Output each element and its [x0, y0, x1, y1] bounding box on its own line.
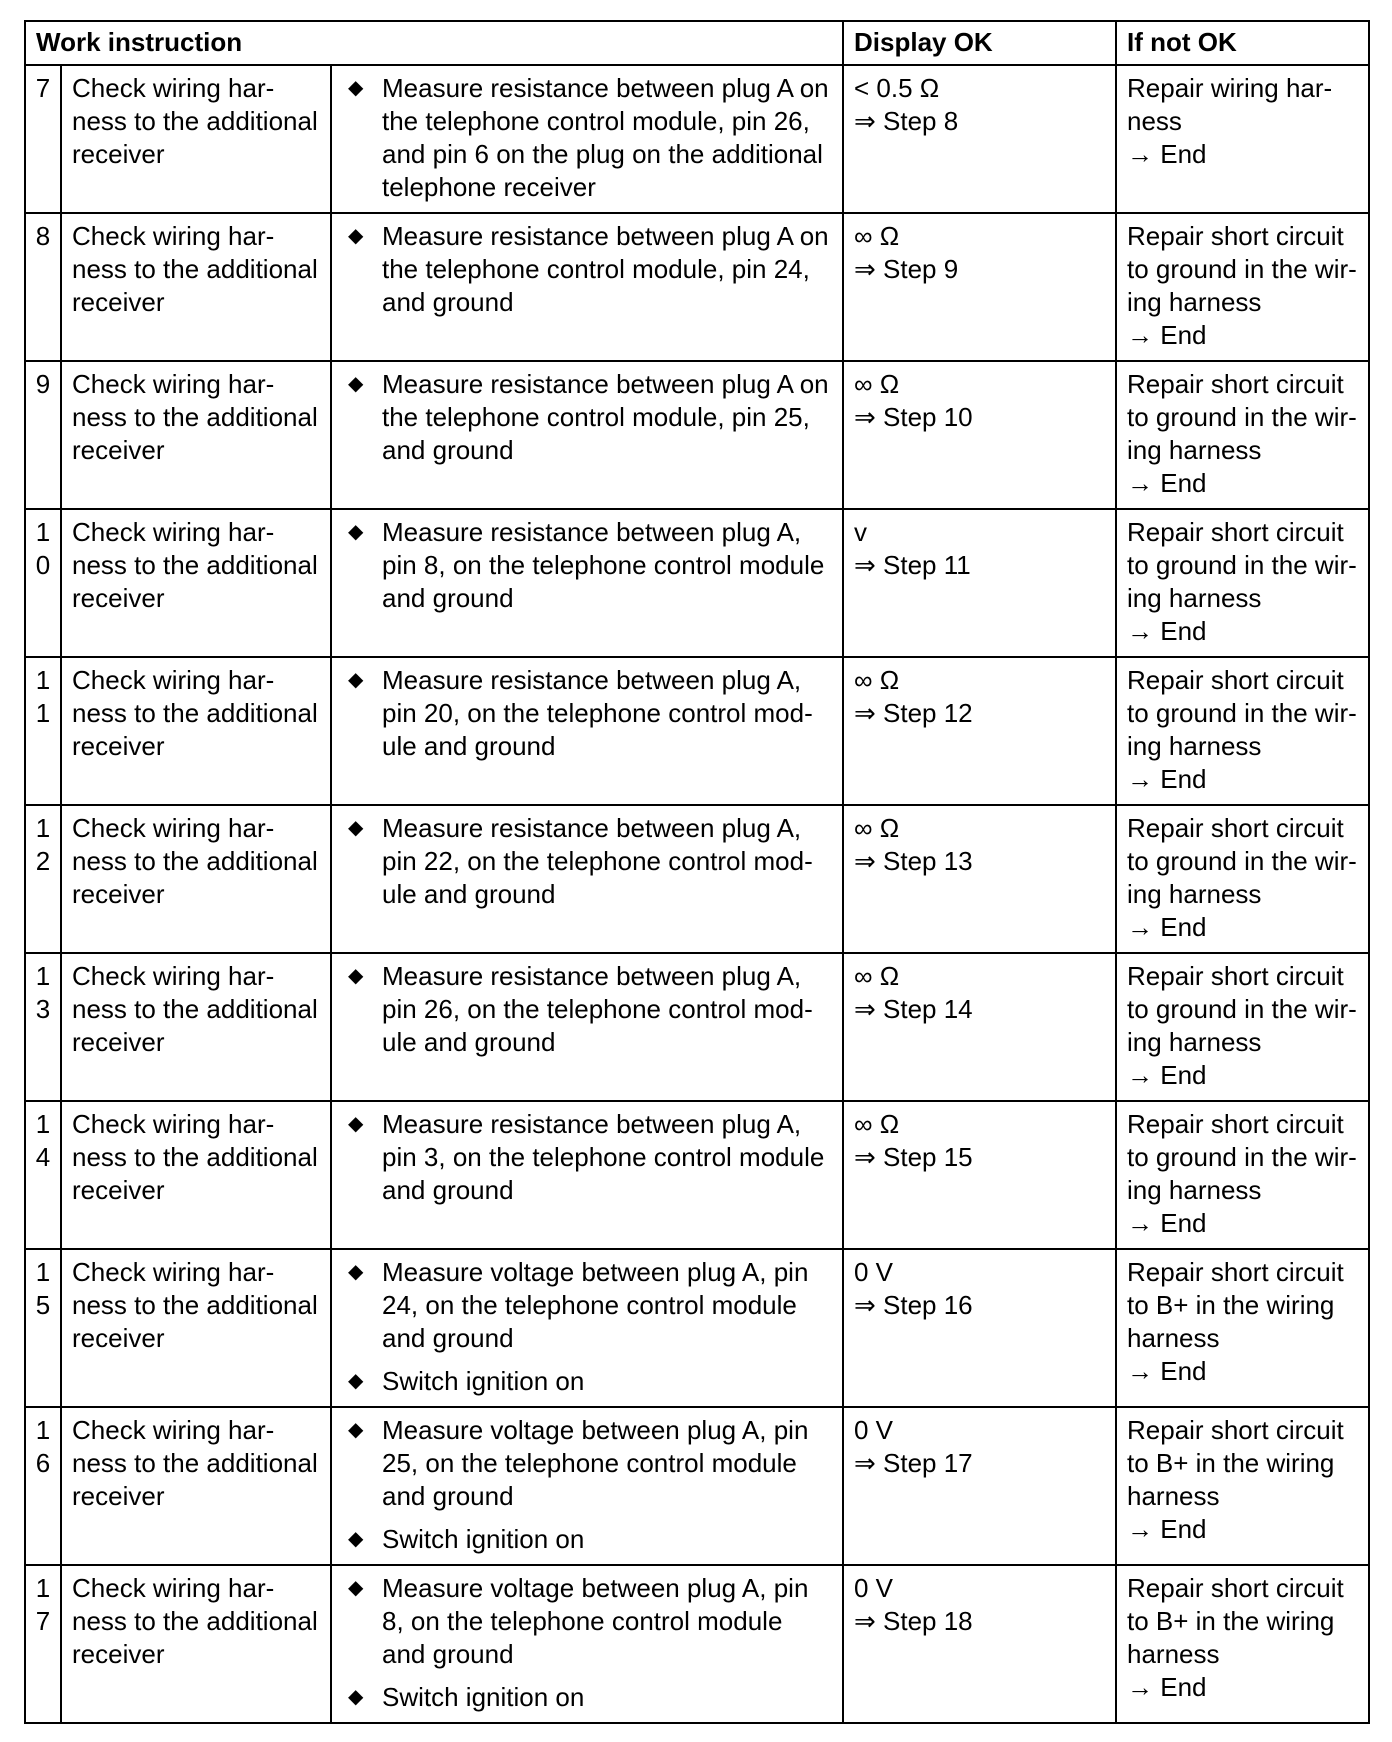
end-marker: → End	[1127, 139, 1207, 169]
instruction-text: Measure voltage between plug A, pin 25, on the telephone control module and ground	[382, 1415, 809, 1511]
next-step-link: ⇒ Step 15	[854, 1142, 973, 1172]
step-number-digit: 1	[35, 1109, 51, 1139]
diamond-bullet-icon: ◆	[348, 1419, 364, 1441]
expected-value: 0 V	[854, 1257, 894, 1287]
instruction-cell	[331, 1565, 843, 1723]
display-ok-cell	[843, 953, 1116, 1101]
instruction-text: Measure resistance between plug A on the telephone control module, pin 26, and pin 6 on the plug on the additional telephone receiver	[382, 73, 829, 202]
expected-value: 0 V	[854, 1415, 894, 1445]
instruction-text: Measure resistance between plug A, pin 3, on the telephone control module and ground	[382, 1109, 825, 1205]
end-marker: → End	[1127, 468, 1207, 498]
display-ok-cell	[843, 509, 1116, 657]
check-description: Check wiring har-ness to the additional receiver	[61, 1565, 331, 1723]
next-step-link: ⇒ Step 17	[854, 1448, 973, 1478]
step-number-digit: 8	[35, 221, 51, 251]
step-number	[25, 509, 61, 657]
check-description: Check wiring har-ness to the additional receiver	[61, 361, 331, 509]
expected-value: ∞ Ω	[854, 961, 900, 991]
diamond-bullet-icon: ◆	[348, 1261, 364, 1283]
check-description: Check wiring har-ness to the additional receiver	[61, 213, 331, 361]
instruction-text: Measure voltage between plug A, pin 24, on the telephone control module and ground	[382, 1257, 809, 1353]
table-row	[25, 953, 1369, 1101]
step-number-digit: 1	[35, 813, 51, 843]
next-step-link: ⇒ Step 12	[854, 698, 973, 728]
step-number-digit: 1	[35, 698, 51, 728]
step-number-digit: 4	[35, 1142, 51, 1172]
table-row	[25, 213, 1369, 361]
table-row	[25, 65, 1369, 213]
instruction-item	[342, 1572, 832, 1671]
if-not-ok-cell	[1116, 1101, 1369, 1249]
check-description: Check wiring har-ness to the additional receiver	[61, 1407, 331, 1565]
instruction-list	[342, 664, 832, 763]
expected-value: ∞ Ω	[854, 1109, 900, 1139]
if-not-ok-cell	[1116, 361, 1369, 509]
next-step-link: ⇒ Step 16	[854, 1290, 973, 1320]
end-marker: → End	[1127, 1208, 1207, 1238]
instruction-list	[342, 368, 832, 467]
instruction-item	[342, 664, 832, 763]
if-not-ok-cell	[1116, 65, 1369, 213]
check-description: Check wiring har-ness to the additional receiver	[61, 509, 331, 657]
next-step-link: ⇒ Step 11	[854, 550, 971, 580]
expected-value: ∞ Ω	[854, 665, 900, 695]
instruction-text: Measure resistance between plug A, pin 8, on the telephone control module and ground	[382, 517, 825, 613]
if-not-ok-cell	[1116, 1565, 1369, 1723]
instruction-item	[342, 1414, 832, 1513]
step-number	[25, 213, 61, 361]
instruction-cell	[331, 509, 843, 657]
display-ok-cell	[843, 657, 1116, 805]
step-number-digit: 6	[35, 1448, 51, 1478]
instruction-text: Measure resistance between plug A, pin 26, on the telephone control mod-ule and ground	[382, 961, 813, 1057]
instruction-cell	[331, 953, 843, 1101]
repair-action: Repair short circuit to B+ in the wiring harness	[1127, 1415, 1344, 1511]
table-row	[25, 805, 1369, 953]
end-marker: → End	[1127, 1672, 1207, 1702]
header-if-not-ok: If not OK	[1116, 21, 1369, 65]
table-row	[25, 1249, 1369, 1407]
end-marker: → End	[1127, 912, 1207, 942]
instruction-text: Switch ignition on	[382, 1682, 585, 1712]
instruction-list	[342, 1572, 832, 1714]
step-number	[25, 1101, 61, 1249]
step-number-digit: 1	[35, 665, 51, 695]
repair-action: Repair short circuit to ground in the wir-ing harness	[1127, 221, 1357, 317]
instruction-list	[342, 1108, 832, 1207]
step-number-digit: 7	[35, 1606, 51, 1636]
next-step-link: ⇒ Step 14	[854, 994, 973, 1024]
instruction-item	[342, 1365, 832, 1398]
diamond-bullet-icon: ◆	[348, 1528, 364, 1550]
expected-value: ∞ Ω	[854, 369, 900, 399]
end-marker: → End	[1127, 616, 1207, 646]
next-step-link: ⇒ Step 8	[854, 106, 959, 136]
instruction-text: Switch ignition on	[382, 1366, 585, 1396]
check-description: Check wiring har-ness to the additional receiver	[61, 1101, 331, 1249]
repair-action: Repair short circuit to ground in the wir-ing harness	[1127, 665, 1357, 761]
header-work-instruction: Work instruction	[25, 21, 843, 65]
table-row	[25, 657, 1369, 805]
step-number	[25, 1565, 61, 1723]
display-ok-cell	[843, 213, 1116, 361]
table-row	[25, 509, 1369, 657]
instruction-item	[342, 516, 832, 615]
next-step-link: ⇒ Step 10	[854, 402, 973, 432]
step-number	[25, 65, 61, 213]
instruction-list	[342, 1414, 832, 1556]
step-number-digit: 3	[35, 994, 51, 1024]
step-number-digit: 1	[35, 1415, 51, 1445]
instruction-text: Measure resistance between plug A on the telephone control module, pin 24, and ground	[382, 221, 829, 317]
if-not-ok-cell	[1116, 1407, 1369, 1565]
repair-action: Repair short circuit to B+ in the wiring harness	[1127, 1573, 1344, 1669]
repair-action: Repair short circuit to ground in the wir-ing harness	[1127, 369, 1357, 465]
instruction-list	[342, 516, 832, 615]
check-description: Check wiring har-ness to the additional receiver	[61, 65, 331, 213]
if-not-ok-cell	[1116, 213, 1369, 361]
repair-action: Repair wiring har-ness	[1127, 73, 1333, 136]
display-ok-cell	[843, 361, 1116, 509]
instruction-item	[342, 960, 832, 1059]
instruction-text: Measure resistance between plug A on the telephone control module, pin 25, and ground	[382, 369, 829, 465]
display-ok-cell	[843, 65, 1116, 213]
step-number-digit: 5	[35, 1290, 51, 1320]
repair-action: Repair short circuit to ground in the wir-ing harness	[1127, 1109, 1357, 1205]
instruction-list	[342, 1256, 832, 1398]
display-ok-cell	[843, 1565, 1116, 1723]
instruction-cell	[331, 805, 843, 953]
instruction-cell	[331, 213, 843, 361]
table-row	[25, 361, 1369, 509]
step-number	[25, 361, 61, 509]
step-number-digit: 7	[35, 73, 51, 103]
if-not-ok-cell	[1116, 509, 1369, 657]
repair-action: Repair short circuit to ground in the wir-ing harness	[1127, 517, 1357, 613]
display-ok-cell	[843, 1407, 1116, 1565]
step-number-digit: 1	[35, 1257, 51, 1287]
end-marker: → End	[1127, 320, 1207, 350]
instruction-text: Measure voltage between plug A, pin 8, on the telephone control module and ground	[382, 1573, 809, 1669]
check-description: Check wiring har-ness to the additional receiver	[61, 953, 331, 1101]
work-instruction-table	[24, 20, 1370, 1724]
repair-action: Repair short circuit to ground in the wir-ing harness	[1127, 813, 1357, 909]
instruction-list	[342, 960, 832, 1059]
diamond-bullet-icon: ◆	[348, 965, 364, 987]
if-not-ok-cell	[1116, 805, 1369, 953]
step-number-digit: 2	[35, 846, 51, 876]
header-row	[25, 21, 1369, 65]
diamond-bullet-icon: ◆	[348, 521, 364, 543]
diamond-bullet-icon: ◆	[348, 817, 364, 839]
step-number-digit: 1	[35, 961, 51, 991]
display-ok-cell	[843, 805, 1116, 953]
instruction-item	[342, 72, 832, 204]
step-number-digit: 1	[35, 1573, 51, 1603]
check-description: Check wiring har-ness to the additional receiver	[61, 805, 331, 953]
step-number-digit: 9	[35, 369, 51, 399]
instruction-cell	[331, 65, 843, 213]
instruction-item	[342, 812, 832, 911]
repair-action: Repair short circuit to B+ in the wiring harness	[1127, 1257, 1344, 1353]
instruction-cell	[331, 1101, 843, 1249]
end-marker: → End	[1127, 764, 1207, 794]
instruction-item	[342, 1108, 832, 1207]
diamond-bullet-icon: ◆	[348, 373, 364, 395]
instruction-item	[342, 368, 832, 467]
end-marker: → End	[1127, 1514, 1207, 1544]
step-number	[25, 1407, 61, 1565]
expected-value: 0 V	[854, 1573, 894, 1603]
instruction-item	[342, 1256, 832, 1355]
end-marker: → End	[1127, 1060, 1207, 1090]
instruction-list	[342, 220, 832, 319]
step-number-digit: 0	[35, 550, 51, 580]
expected-value: ∞ Ω	[854, 221, 900, 251]
next-step-link: ⇒ Step 18	[854, 1606, 973, 1636]
diamond-bullet-icon: ◆	[348, 1577, 364, 1599]
instruction-list	[342, 812, 832, 911]
end-marker: → End	[1127, 1356, 1207, 1386]
if-not-ok-cell	[1116, 657, 1369, 805]
next-step-link: ⇒ Step 9	[854, 254, 959, 284]
instruction-item	[342, 1523, 832, 1556]
instruction-item	[342, 1681, 832, 1714]
step-number	[25, 953, 61, 1101]
instruction-list	[342, 72, 832, 204]
step-number-digit: 1	[35, 517, 51, 547]
table-row	[25, 1565, 1369, 1723]
next-step-link: ⇒ Step 13	[854, 846, 973, 876]
step-number	[25, 1249, 61, 1407]
instruction-text: Measure resistance between plug A, pin 20, on the telephone control mod-ule and ground	[382, 665, 813, 761]
table-body	[25, 65, 1369, 1723]
table-row	[25, 1407, 1369, 1565]
diamond-bullet-icon: ◆	[348, 1113, 364, 1135]
instruction-cell	[331, 657, 843, 805]
display-ok-cell	[843, 1101, 1116, 1249]
diamond-bullet-icon: ◆	[348, 225, 364, 247]
diamond-bullet-icon: ◆	[348, 1370, 364, 1392]
table-row	[25, 1101, 1369, 1249]
header-display-ok: Display OK	[843, 21, 1116, 65]
step-number	[25, 657, 61, 805]
diamond-bullet-icon: ◆	[348, 1686, 364, 1708]
instruction-text: Switch ignition on	[382, 1524, 585, 1554]
instruction-text: Measure resistance between plug A, pin 22, on the telephone control mod-ule and ground	[382, 813, 813, 909]
instruction-cell	[331, 1407, 843, 1565]
instruction-cell	[331, 1249, 843, 1407]
check-description: Check wiring har-ness to the additional receiver	[61, 1249, 331, 1407]
diamond-bullet-icon: ◆	[348, 669, 364, 691]
expected-value: < 0.5 Ω	[854, 73, 940, 103]
diamond-bullet-icon: ◆	[348, 77, 364, 99]
if-not-ok-cell	[1116, 953, 1369, 1101]
if-not-ok-cell	[1116, 1249, 1369, 1407]
repair-action: Repair short circuit to ground in the wir-ing harness	[1127, 961, 1357, 1057]
instruction-item	[342, 220, 832, 319]
check-description: Check wiring har-ness to the additional receiver	[61, 657, 331, 805]
expected-value: ∞ Ω	[854, 813, 900, 843]
instruction-cell	[331, 361, 843, 509]
display-ok-cell	[843, 1249, 1116, 1407]
step-number	[25, 805, 61, 953]
expected-value: v	[854, 517, 867, 547]
